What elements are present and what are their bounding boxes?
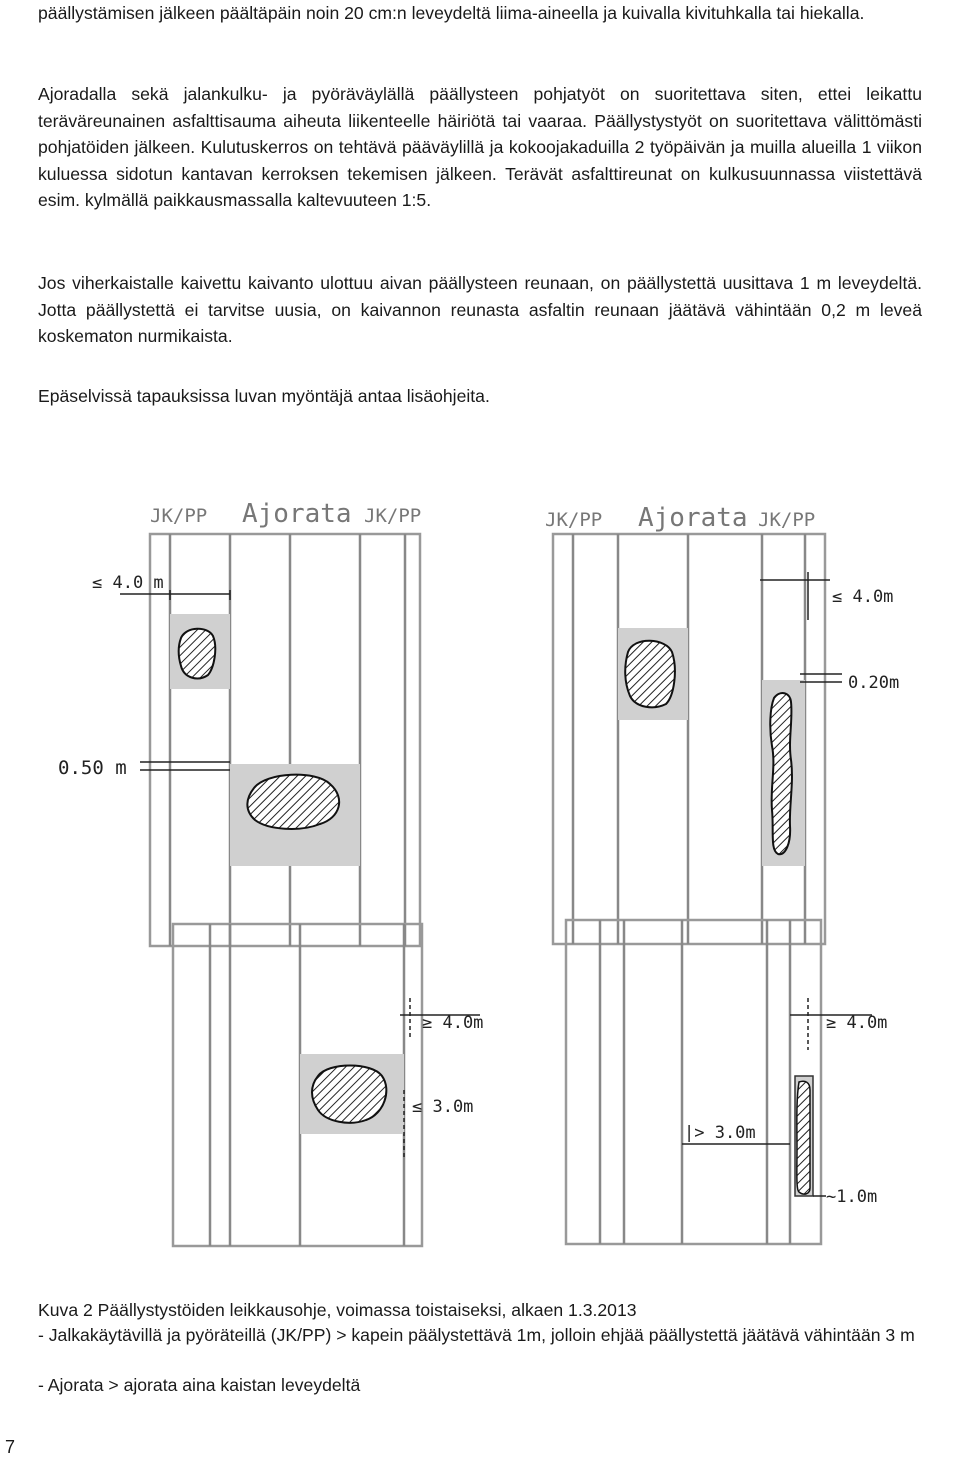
diagram-3 xyxy=(173,924,483,1246)
d1-jk-left-label: JK/PP xyxy=(150,505,208,527)
paragraph-3: Jos viherkaistalle kaivettu kaivanto ulottuu aivan päällysteen reunaan, on päällystettä uusittava 1 m leveydeltä. Jotta päällystettä ei tarvitse uusia, on kaivannon reunasta asfaltin reunaan jäätävä vähintään 0,2 m leveä koskematon nurmikaista. xyxy=(38,273,922,346)
d2-dim-top: ≤ 4.0m xyxy=(832,587,894,607)
d1-dim-side: 0.50 m xyxy=(58,757,127,779)
d1-excavation-1 xyxy=(179,629,216,679)
d1-dim-top: ≤ 4.0 m xyxy=(92,573,164,593)
diagram-2 xyxy=(545,503,899,944)
d2-dim-side: 0.20m xyxy=(848,673,900,693)
excavation-diagrams xyxy=(0,470,960,1250)
d4-dim-top: ≥ 4.0m xyxy=(826,1013,888,1033)
diagram-1 xyxy=(58,499,421,946)
d4-dim-mid: |> 3.0m xyxy=(684,1123,756,1143)
d3-dim-side: ≤ 3.0m xyxy=(412,1097,474,1117)
d1-jk-right-label: JK/PP xyxy=(364,505,422,527)
d3-excavation xyxy=(312,1066,386,1123)
paragraph-1: päällystämisen jälkeen päältäpäin noin 20 cm:n leveydeltä liima-aineella ja kuivalla kivituhkalla tai hiekalla. xyxy=(38,3,865,23)
d1-excavation-2 xyxy=(247,775,339,829)
d2-excavation-2 xyxy=(770,693,792,854)
d2-ajorata-label: Ajorata xyxy=(638,503,748,533)
d1-ajorata-label: Ajorata xyxy=(242,499,352,529)
paragraph-4: Epäselvissä tapauksissa luvan myöntäjä antaa lisäohjeita. xyxy=(38,386,490,406)
d3-dim-top: ≥ 4.0m xyxy=(422,1013,484,1033)
caption-ajorata-note: - Ajorata > ajorata aina kaistan leveydeltä xyxy=(38,1375,361,1395)
paragraph-2: Ajoradalla sekä jalankulku- ja pyöräväylällä päällysteen pohjatyöt on suoritettava siten, ettei leikattu teräväreunainen asfalttisauma aiheuta liikenteelle häiriötä tai vaaraa. Päällystystyöt on suoritettava välittömästi pohjatöiden jälkeen. Kulutuskerros on tehtävä pääväylillä ja kokoojakaduilla 2 työpäivän ja muilla alueilla 1 viikon kuluessa sidotun kantavan kerroksen tekemisen jälkeen. Terävät asfalttireunat on kulkusuunnassa viistettävä esim. kylmällä paikkausmassalla kaltevuuteen 1:5. xyxy=(38,84,922,210)
d2-jk-right-label: JK/PP xyxy=(758,509,816,531)
d1-road-outline xyxy=(150,534,420,946)
caption-jkpp-note: - Jalkakäytävillä ja pyöräteillä (JK/PP) > kapein päälystettävä 1m, jolloin ehjää päällystettä jäätävä vähintään 3 m xyxy=(38,1325,915,1345)
d2-jk-left-label: JK/PP xyxy=(545,509,603,531)
page-number: 7 xyxy=(5,1437,16,1457)
d4-road-outline xyxy=(566,920,821,1244)
d4-excavation xyxy=(797,1081,810,1194)
diagram-4 xyxy=(566,920,887,1244)
d2-excavation-1 xyxy=(625,641,675,708)
caption-title: Kuva 2 Päällystystöiden leikkausohje, voimassa toistaiseksi, alkaen 1.3.2013 xyxy=(38,1300,637,1320)
d4-dim-side: ~1.0m xyxy=(826,1187,878,1207)
